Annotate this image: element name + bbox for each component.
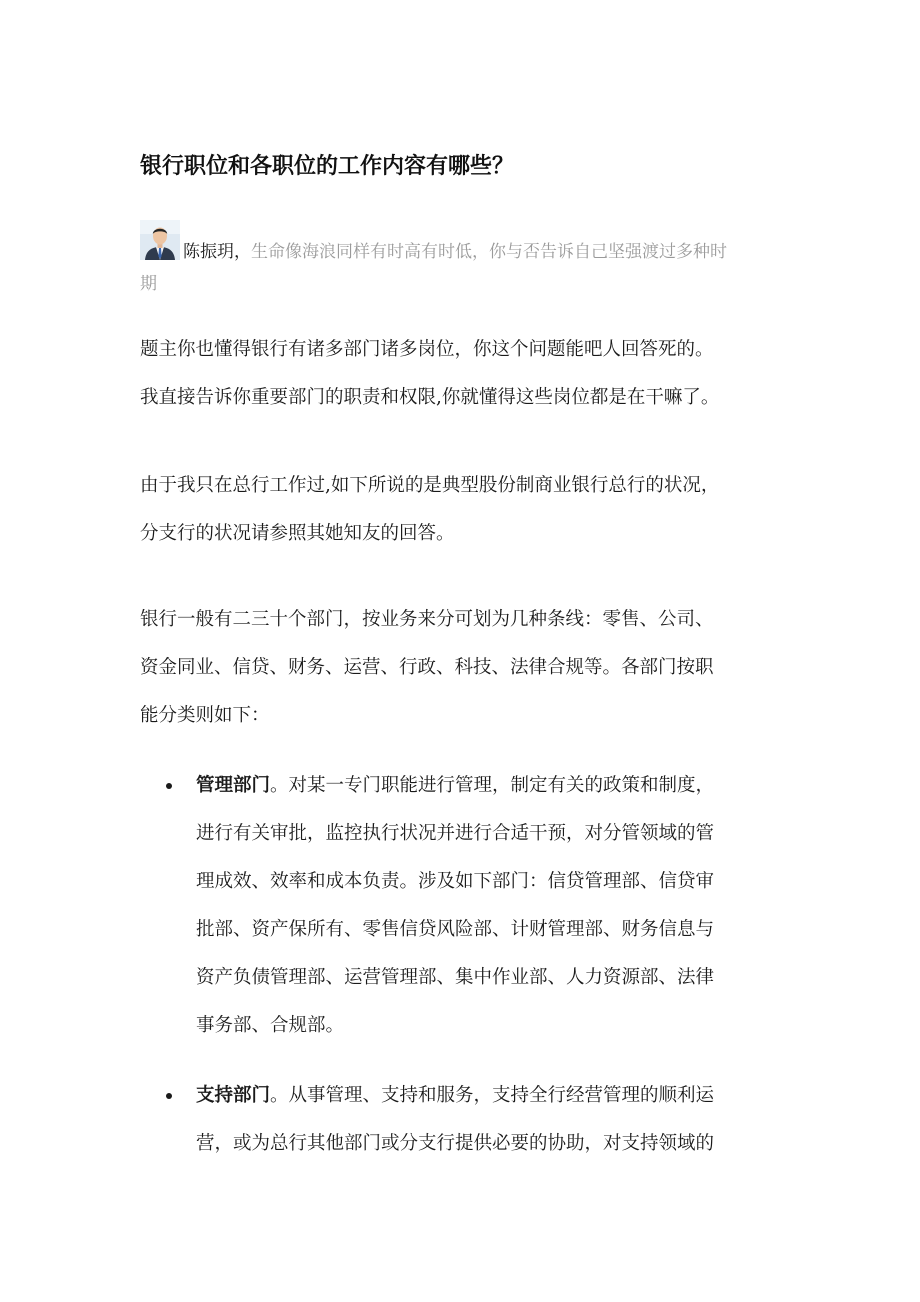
list-item-text: 。对某一专门职能进行管理，制定有关的政策和制度， [270,775,715,796]
department-list-continued [140,1072,800,1168]
page-title: 银行职位和各职位的工作内容有哪些？ [140,153,515,179]
text-line: 理成效、效率和成本负责。涉及如下部门：信贷管理部、信贷审 [196,871,715,892]
list-item-first-line [196,1072,800,1120]
author-avatar[interactable] [140,220,180,260]
text-line: 资产负债管理部、运营管理部、集中作业部、人力资源部、法律 [196,967,715,988]
list-item-management [140,762,800,1050]
department-list [140,762,800,1050]
text-line: 由于我只在总行工作过,如下所说的是典型股份制商业银行总行的状况， [140,475,720,496]
text-line: 银行一般有二三十个部门，按业务来分可划为几种条线：零售、公司、 [140,609,714,630]
person-portrait-icon [140,220,180,260]
bullet-icon [166,1093,172,1099]
text-line: 批部、资产保所有、零售信贷风险部、计财管理部、财务信息与 [196,919,715,940]
author-line [183,236,727,268]
bullet-icon [166,783,172,789]
paragraph-departments [140,596,800,740]
text-line: 营，或为总行其他部门或分支行提供必要的协助，对支持领域的 [196,1133,715,1154]
list-item-first-line [196,762,800,810]
author-bio: 生命像海浪同样有时高有时低，你与否告诉自己坚强渡过多种时 [251,242,727,262]
author-bio-continuation: 期 [140,274,157,294]
text-line: 分支行的状况请参照其她知友的回答。 [140,523,455,544]
author-separator: ， [234,242,251,262]
text-line: 资金同业、信贷、财务、运营、行政、科技、法律合规等。各部门按职 [140,657,714,678]
text-line: 进行有关审批，监控执行状况并进行合适干预，对分管领域的管 [196,823,715,844]
text-line: 事务部、合规部。 [196,1015,345,1036]
paragraph-intro [140,326,800,422]
paragraph-scope [140,462,800,558]
list-item-heading: 支持部门 [196,1085,271,1106]
author-name[interactable]: 陈振玥 [183,242,234,262]
list-item-text: 。从事管理、支持和服务，支持全行经营管理的顺利运 [270,1085,715,1106]
text-line: 我直接告诉你重要部门的职责和权限,你就懂得这些岗位都是在干嘛了。 [140,387,720,408]
text-line: 能分类则如下： [140,705,270,726]
text-line: 题主你也懂得银行有诸多部门诸多岗位，你这个问题能吧人回答死的。 [140,339,714,360]
list-item-support [140,1072,800,1168]
list-item-heading: 管理部门 [196,775,271,796]
